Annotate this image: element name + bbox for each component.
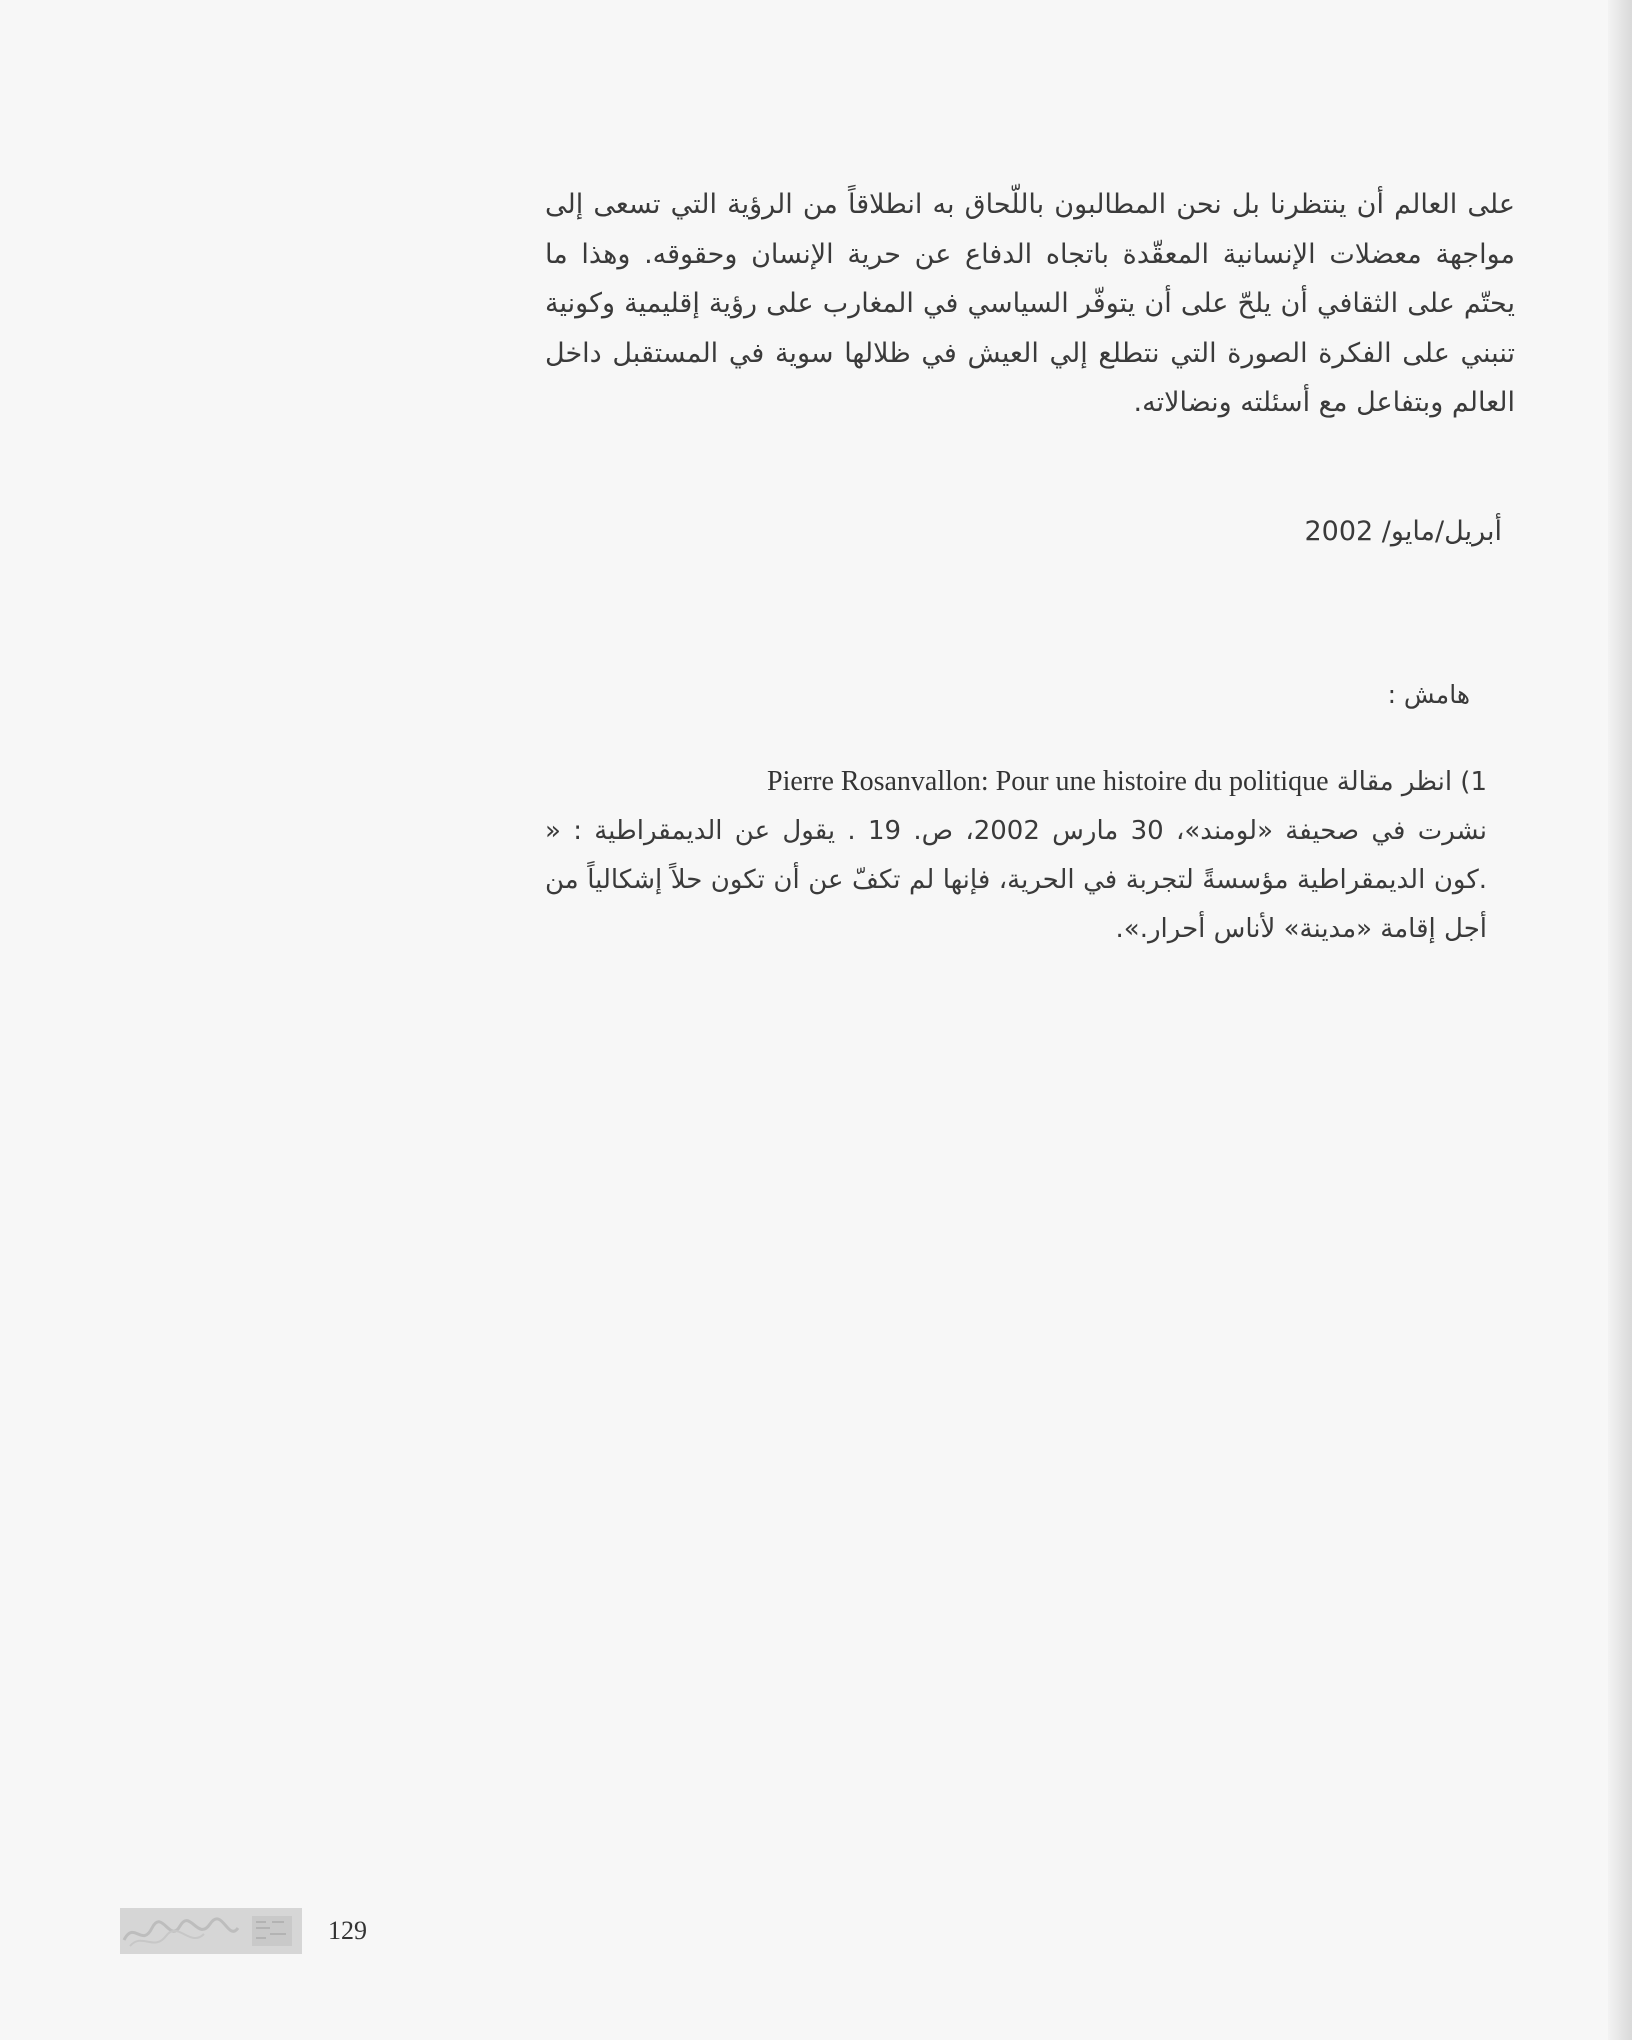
footer-ornament-icon	[120, 1908, 302, 1954]
footnote-1-first-line	[545, 757, 1515, 807]
footnote-1-prefix: 1) انظر مقالة	[1336, 767, 1487, 797]
footnote-1-body: نشرت في صحيفة «لومند»، 30 مارس 2002، ص. 19 . يقول عن الديمقراطية : « .كون الديمقراطية مؤسسةً لتجربة في الحرية، فإنها لم تكفّ عن أن تكون حلاً إشكالياً من أجل إقامة «مدينة» لأناس أحرار.».	[545, 816, 1488, 944]
page-footer	[120, 1908, 367, 1954]
footnote-heading: هامش :	[1387, 680, 1470, 709]
date-line: أبريل/مايو/ 2002	[1304, 516, 1502, 547]
body-paragraph: على العالم أن ينتظرنا بل نحن المطالبون باللّحاق به انطلاقاً من الرؤية التي تسعى إلى مواجهة معضلات الإنسانية المعقّدة باتجاه الدفاع عن حرية الإنسان وحقوقه. وهذا ما يحتّم على الثقافي أن يلحّ على أن يتوفّر السياسي في المغارب على رؤية إقليمية وكونية تنبني على الفكرة الصورة التي نتطلع إلي العيش في ظلالها سوية في المستقبل داخل العالم وبتفاعل مع أسئلته ونضالاته.	[545, 189, 1515, 418]
footnote-1-latin-title: Pierre Rosanvallon: Pour une histoire du politique	[767, 766, 1329, 797]
page-edge-shadow	[1608, 0, 1632, 2040]
footnote-1	[545, 757, 1515, 954]
page-number: 129	[328, 1916, 367, 1945]
